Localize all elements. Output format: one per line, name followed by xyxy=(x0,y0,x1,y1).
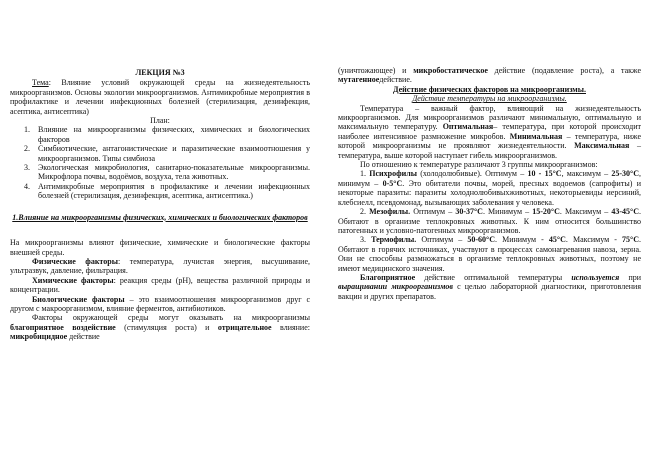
topic-text: : Влияние условий окружающей среды на жизнедеятельность микроорганизмов. Основы экологии микроорганизмов. Антимикробные мероприятия в профилактике и лечении инфекционных болезней (стерилизация, дезинфекция, асептика, антисептика) xyxy=(10,78,310,116)
group-number: 3. xyxy=(360,235,372,245)
biological-text: – это взаимоотношения микроорганизмов друг с другом с макроорганизмом, влияние ферментов, антибиотиков. xyxy=(10,294,311,313)
factors-paragraph xyxy=(10,313,310,341)
chemical-text: : реакция среды (pH), вещества различной природы и концентрации. xyxy=(10,275,311,295)
factors-text: Факторы окружающей среды могут оказывать на микроорганизмы xyxy=(32,313,310,323)
psychrophiles-paragraph xyxy=(338,169,641,207)
favorable-effect-term: благоприятное воздействие xyxy=(10,322,116,332)
intro-paragraph: На микроорганизмы влияют физические, химические и биологические факторы внешней среды. xyxy=(10,238,310,257)
fav-text: действие оптимальной температуры xyxy=(415,272,572,282)
topic-label: Тема xyxy=(32,78,49,88)
cultivation-term: выращивании микроорганизмов xyxy=(338,282,454,292)
g1-maximum: 25-30°С xyxy=(611,169,640,179)
g3-maximum: 75°С xyxy=(622,235,640,245)
plan-item: 2. Симбиотические, антагонистические и паразитические взаимоотношения у микроорганизмов. Типы симбиоза xyxy=(32,144,310,163)
fav-text: при xyxy=(619,272,642,282)
physical-paragraph xyxy=(10,257,310,276)
plan-item: 1. Влияние на микроорганизмы физических, химических и биологических факторов xyxy=(32,125,310,144)
maximal-term: Максимальная xyxy=(574,141,630,151)
optimal-term: Оптимальная xyxy=(442,122,494,132)
plan-label: План: xyxy=(150,116,170,126)
plan-list xyxy=(10,125,310,200)
g1-text: , минимум – xyxy=(338,169,642,188)
continuation-paragraph xyxy=(338,66,641,85)
g1-minimum: 0-5°С xyxy=(382,178,403,188)
physical-factors-heading: Действие физических факторов на микроорганизмы. xyxy=(393,84,586,94)
physical-label: Физические факторы xyxy=(32,256,118,266)
factors-text: действие xyxy=(67,332,100,342)
g3-text: . Максимум - xyxy=(565,235,623,245)
minimal-term: Минимальная xyxy=(509,131,563,141)
biological-paragraph xyxy=(10,295,310,314)
negative-term: отрицательное xyxy=(217,322,272,332)
g2-text: . Минимум – xyxy=(482,207,533,217)
temp-text: – температура, выше которой наступает гибель микроорганизмов. xyxy=(338,141,641,160)
favorable-term: Благоприятное xyxy=(360,272,416,282)
plan-item: 3. Экологическая микробиология, санитарно-показательные микроорганизмы. Микрофлора почвы, водоёмов, воздуха, тела животных. xyxy=(32,163,310,182)
microbostatic-term: микробостатическое xyxy=(413,66,488,75)
g2-maximum: 43-45°С xyxy=(611,207,640,217)
g2-optimum: 30-37°С xyxy=(455,207,483,217)
g1-text: (холодолюбивые). Оптимум – xyxy=(416,169,528,179)
right-column xyxy=(338,66,641,301)
thermophiles-paragraph xyxy=(338,235,641,273)
physical-text: : температура, лучистая энергия, высушивание, ультразвук, давление, фильтрация. xyxy=(10,256,310,276)
temperature-heading: Действие температуры на микроорганизмы. xyxy=(412,94,567,104)
g1-optimum: 10 - 15°С xyxy=(527,169,562,179)
plan-item: 4. Антимикробные мероприятия в профилактике и лечении инфекционных болезней (стерилизация, дезинфекция, асептика, антисептика.) xyxy=(32,182,310,201)
mutagenic-term: мутагенное xyxy=(338,75,380,85)
fav-text: с целью лабораторной диагностики, приготовления вакцин и других препаратов. xyxy=(338,282,641,301)
group-number: 1. xyxy=(360,169,370,179)
g2-minimum: 15-20°С xyxy=(532,207,560,217)
microbicidal-term: микробицидное xyxy=(10,332,68,342)
g1-text: . Это обитатели почвы, морей, пресных водоемов (сапрофиты) и некоторые паразиты: паразиты холоднолюбивыхживотных, некоторыевиды иерсиний, клебсиелл, псевдомонад, вызывающих заболевания у человека. xyxy=(338,178,641,207)
temp-text: – температура, ниже которой микроорганизмы не проявляют жизнедеятельности. xyxy=(338,131,641,151)
g3-text: . Обитают в горячих источниках, участвуют в процессах самонагревания навоза, зерна. Они не способны размножаться в организме теплокровных животных, поэтому не имеют медицинского значения. xyxy=(338,235,642,273)
g2-text: . Обитают в организме теплокровных животных. К ним относится большинство патогенных и условно-патогенных микроорганизмов. xyxy=(338,207,642,235)
g3-minimum: 45°С xyxy=(548,235,566,245)
group-number: 2. xyxy=(360,207,370,217)
temp-text: – температура, при которой происходит наиболее интенсивное размножение микробов. xyxy=(338,122,642,141)
groups-paragraph: По отношению к температуре различают 3 группы микроорганизмов: xyxy=(360,160,598,170)
section1-title: 1.Влияние на микроорганизмы физических, химических и биологических факторов xyxy=(12,212,308,222)
g3-optimum: 50-60°С xyxy=(467,235,495,245)
lecture-title: ЛЕКЦИЯ №3 xyxy=(135,68,185,77)
temp-text: Температура – важный фактор, влияющий на жизнедеятельность микроорганизмов. Для микроорганизмов различают минимальную, оптимальную и максимальную температуру. xyxy=(338,103,641,132)
cont-text: действие. xyxy=(379,75,412,85)
chemical-paragraph xyxy=(10,276,310,295)
temperature-paragraph xyxy=(338,104,641,160)
used-term: используется xyxy=(571,272,620,282)
g2-text: Оптимум – xyxy=(410,207,456,217)
g3-text: Оптимум – xyxy=(416,235,468,245)
chemical-label: Химические факторы xyxy=(32,275,114,285)
biological-label: Биологические факторы xyxy=(32,294,125,304)
factors-text: влияние: xyxy=(271,322,310,332)
favorable-paragraph xyxy=(338,273,641,301)
thermophiles-term: Термофилы. xyxy=(371,235,417,245)
g3-text: . Минимум - xyxy=(495,235,549,245)
g2-text: . Максимум – xyxy=(559,207,612,217)
left-column xyxy=(10,68,310,342)
g1-text: , максимум – xyxy=(561,169,612,179)
cont-text: (уничтожающее) и xyxy=(338,66,414,75)
cont-text: действие (подавление роста), а также xyxy=(487,66,642,75)
psychrophiles-term: Психрофилы xyxy=(369,169,417,179)
mesophiles-paragraph xyxy=(338,207,641,235)
factors-text: (стимуляция роста) и xyxy=(115,322,218,332)
topic-paragraph xyxy=(10,78,310,116)
mesophiles-term: Мезофилы. xyxy=(369,207,411,217)
